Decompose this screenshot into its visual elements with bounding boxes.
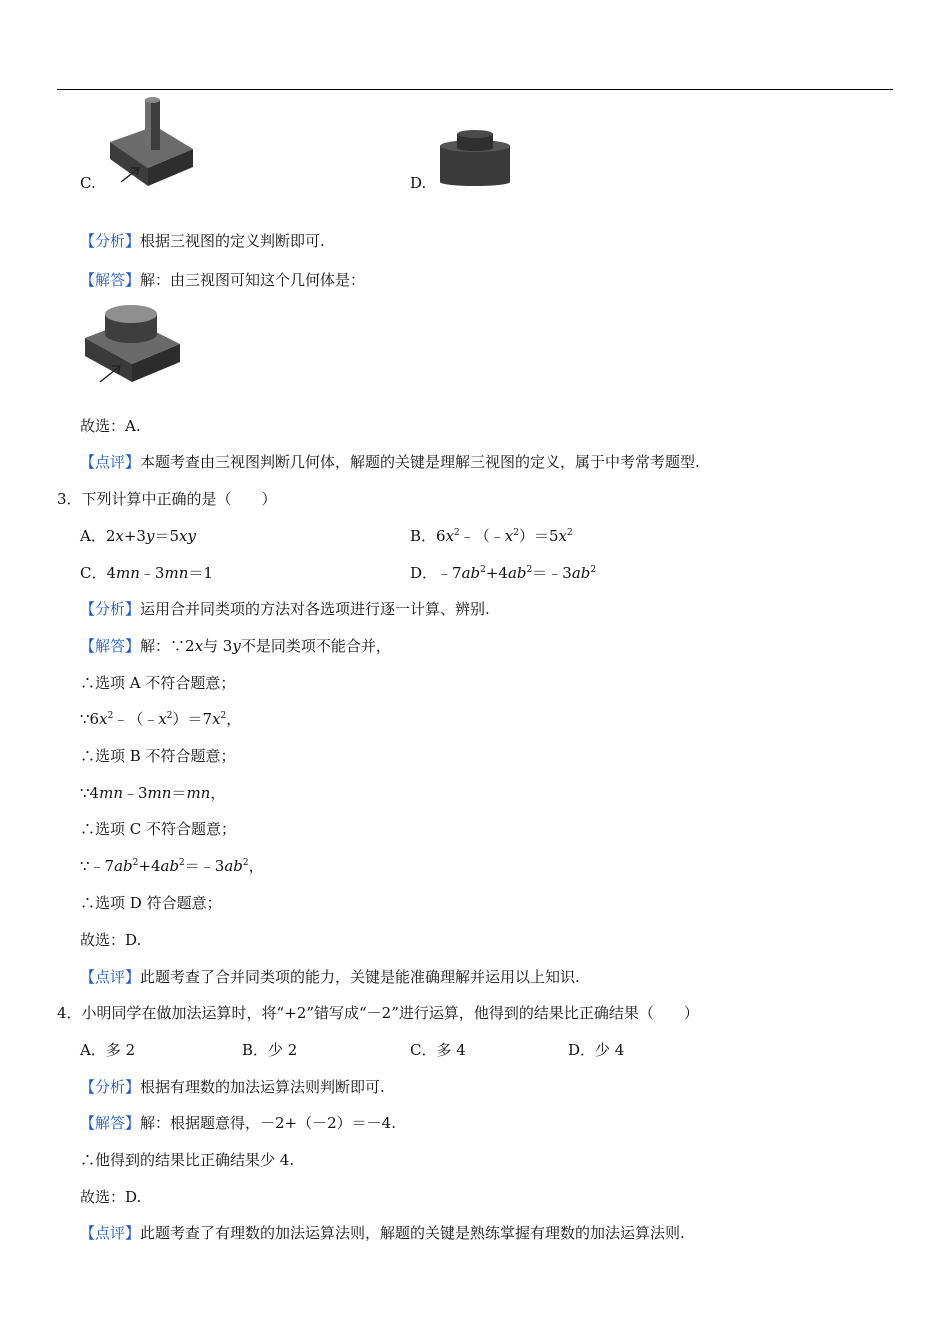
q3-analysis	[80, 598, 490, 620]
q3-comment	[80, 966, 580, 988]
q4-comment	[80, 1222, 685, 1244]
q2-comment	[80, 451, 700, 473]
q3-option-c: C．4mn﹣3mn＝1	[80, 564, 213, 582]
analysis-text: 根据有理数的加法运算法则判断即可.	[140, 1078, 385, 1096]
option-c-label: C.	[80, 174, 96, 192]
q4-option-d: D．少 4	[568, 1041, 625, 1059]
q3-b-not: ∴选项 B 不符合题意；	[80, 747, 236, 765]
figure-answer-solid	[80, 300, 184, 386]
answer-tag: 【解答】	[80, 1114, 141, 1132]
analysis-tag: 【分析】	[80, 600, 141, 618]
analysis-text: 运用合并同类项的方法对各选项进行逐一计算、辨别.	[140, 600, 490, 618]
q4-option-c: C．多 4	[410, 1041, 466, 1059]
answer-tag: 【解答】	[80, 637, 141, 655]
analysis-text: 根据三视图的定义判断即可.	[140, 232, 325, 250]
analysis-tag: 【分析】	[80, 1078, 141, 1096]
comment-text: 此题考查了有理数的加法运算法则，解题的关键是熟练掌握有理数的加法运算法则.	[140, 1224, 685, 1242]
header-rule	[57, 89, 893, 90]
comment-text: 本题考查由三视图判断几何体，解题的关键是理解三视图的定义，属于中考常考题型.	[140, 453, 700, 471]
q4-option-b: B．少 2	[242, 1041, 298, 1059]
comment-tag: 【点评】	[80, 453, 141, 471]
q4-conclusion: ∴他得到的结果比正确结果少 4.	[80, 1151, 295, 1169]
q3-a-not: ∴选项 A 不符合题意；	[80, 674, 236, 692]
q4-analysis	[80, 1076, 385, 1098]
analysis-tag: 【分析】	[80, 232, 141, 250]
q3-b-calc: $\because 6x^2﹣(﹣x^2)=7x^2$，	[80, 710, 242, 728]
q3-option-d: D．$﹣7ab^2+4ab^2=﹣3ab^2$	[410, 564, 597, 582]
answer-mid: 与 3	[203, 637, 233, 655]
q3-c-calc: ∵4mn﹣3mn＝mn，	[80, 784, 226, 802]
comment-tag: 【点评】	[80, 1224, 141, 1242]
q3-d-calc: $\because﹣7ab^2+4ab^2=﹣3ab^2$，	[80, 857, 264, 875]
q3-option-a: A．2x+3y＝5xy	[80, 527, 196, 545]
q4-choice: 故选：D.	[80, 1188, 142, 1206]
q2-choice: 故选：A.	[80, 417, 141, 435]
q4-option-a: A．多 2	[80, 1041, 136, 1059]
q3-d-yes: ∴选项 D 符合题意；	[80, 894, 222, 912]
q3-stem: 3．下列计算中正确的是（ ）	[57, 490, 277, 508]
comment-tag: 【点评】	[80, 968, 141, 986]
answer-tag: 【解答】	[80, 271, 141, 289]
q3-option-b: B．$6x^2﹣(﹣x^2)=5x^2$	[410, 527, 573, 545]
option-d-label: D.	[410, 174, 427, 192]
q4-answer	[80, 1112, 396, 1134]
q3-answer: 【解答】解：∵2x与 3y不是同类项不能合并，	[80, 637, 391, 655]
q3-c-not: ∴选项 C 不符合题意；	[80, 820, 237, 838]
answer-text: 解：根据题意得，－2+（－2）＝－4.	[140, 1114, 396, 1132]
q2-answer	[80, 269, 365, 291]
answer-text: 解：由三视图可知这个几何体是：	[140, 271, 366, 289]
q4-stem: 4．小明同学在做加法运算时，将“+2”错写成“－2”进行运算，他得到的结果比正确结果（ ）	[57, 1004, 699, 1022]
answer-suffix: 不是同类项不能合并，	[240, 637, 391, 655]
comment-text: 此题考查了合并同类项的能力，关键是能准确理解并运用以上知识.	[140, 968, 580, 986]
figure-option-d	[437, 128, 513, 186]
q3-choice: 故选：D.	[80, 931, 142, 949]
answer-prefix: 解：∵2	[140, 637, 195, 655]
q2-analysis	[80, 230, 325, 252]
figure-option-c	[105, 94, 197, 186]
